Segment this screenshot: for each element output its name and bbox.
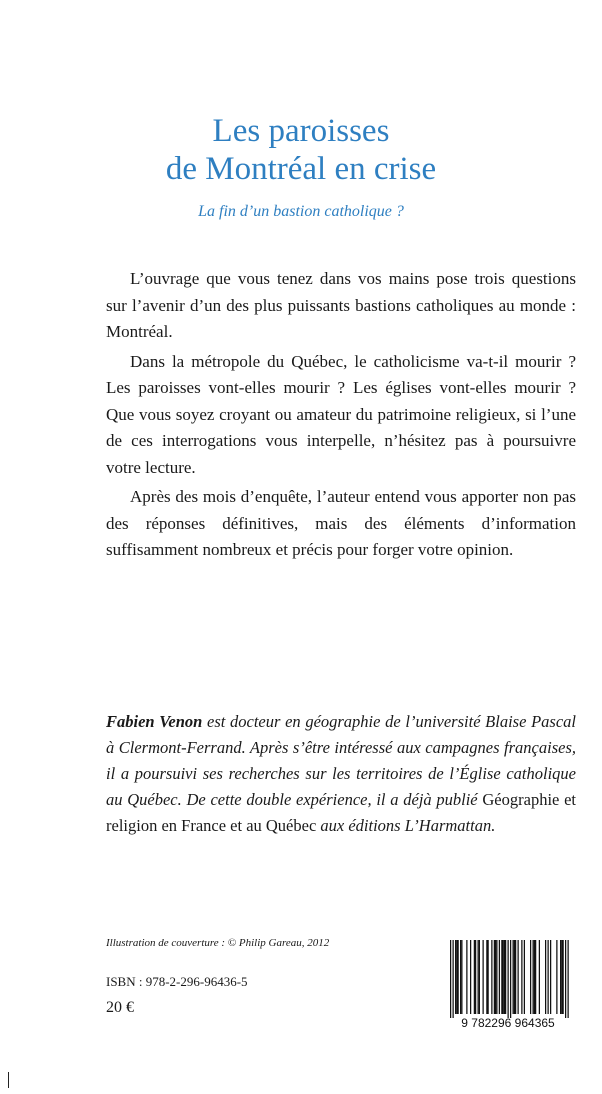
barcode-bar [508, 940, 509, 1018]
barcode-bar [494, 940, 495, 1014]
title-line-1: Les paroisses [212, 113, 390, 149]
barcode-bar [475, 940, 476, 1014]
barcode-bar [565, 940, 566, 1018]
barcode-bar [530, 940, 531, 1014]
barcode-bar [514, 940, 515, 1014]
barcode-bar [561, 940, 562, 1014]
barcode-bar [513, 940, 514, 1014]
barcode-bar [486, 940, 487, 1014]
barcode-bar [556, 940, 557, 1014]
barcode-bar [491, 940, 492, 1014]
barcode-bar [539, 940, 540, 1014]
barcode-bar [503, 940, 504, 1014]
barcode-bar [474, 940, 475, 1014]
title-line-2: de Montréal en crise [165, 151, 437, 187]
barcode-bar [495, 940, 496, 1014]
barcode-bar [460, 940, 461, 1014]
barcode-bar [521, 940, 522, 1014]
cover-credit: Illustration de couverture : © Philip Gareau, 2012 [106, 937, 330, 949]
barcode [440, 938, 576, 1030]
isbn: ISBN : 978-2-296-96436-5 [106, 974, 248, 989]
barcode-bar [479, 940, 480, 1014]
barcode-bar [560, 940, 561, 1014]
barcode-digits: 9 782296 964365 [461, 1016, 555, 1030]
barcode-bar [483, 940, 484, 1014]
page-edge-mark [8, 1072, 9, 1088]
barcode-bar [456, 940, 457, 1014]
barcode-bar [563, 940, 564, 1014]
blurb-paragraph-3: Après des mois d’enquête, l’auteur entend vous apporter non pas des réponses définitives, mais des éléments d’information suffisamment nombreux et précis pour forger votre opinion. [106, 487, 576, 559]
barcode-bar [455, 940, 456, 1014]
barcode-bar [453, 940, 454, 1018]
blurb-text [106, 266, 576, 567]
barcode-bar [488, 940, 489, 1014]
barcode-bar [545, 940, 546, 1014]
price: 20 € [106, 999, 134, 1016]
barcode-bar [470, 940, 471, 1014]
barcode-bar [450, 940, 451, 1018]
barcode-bar [504, 940, 505, 1014]
barcode-bar [548, 940, 549, 1014]
author-bio [106, 709, 576, 839]
barcode-bar [515, 940, 516, 1014]
book-subtitle: La fin d’un bastion catholique ? [198, 203, 404, 220]
barcode-bar [496, 940, 497, 1014]
blurb-paragraph-2: Dans la métropole du Québec, le catholicisme va-t-il mourir ? Les paroisses vont-elles mourir ? Les églises vont-elles mourir ? Que vous soyez croyant ou amateur du patrimoine religieux, si l’une de ces interrogations vous interpelle, n’hésitez pas à poursuivre votre lecture. [106, 351, 576, 477]
barcode-bar [535, 940, 536, 1014]
bio-text-1: est docteur en géographie de l’université Blaise Pascal à Clermont-Ferrand. Après s’être intéressé aux campagnes françaises, il a poursuivi ses recherches sur les territoires de l’Église catholique au Québec. De cette double expérience, il a déjà publié [106, 712, 576, 809]
barcode-bar [501, 940, 502, 1014]
barcode-bar [461, 940, 462, 1014]
book-title [0, 112, 602, 188]
barcode-bar [466, 940, 467, 1014]
barcode-graphic [440, 938, 576, 1030]
blurb-paragraph-1: L’ouvrage que vous tenez dans vos mains pose trois questions sur l’avenir d’un des plus puissants bastions catholiques au monde : Montréal. [106, 269, 576, 341]
barcode-bar [505, 940, 506, 1014]
barcode-bar [534, 940, 535, 1014]
barcode-bar [478, 940, 479, 1014]
barcode-bar [458, 940, 459, 1014]
barcode-bar [518, 940, 519, 1014]
barcode-bar [499, 940, 500, 1014]
barcode-bar [510, 940, 511, 1018]
bio-book-title: Géographie et religion en France et au Québec [106, 790, 577, 835]
author-name: Fabien Venon [106, 712, 203, 731]
barcode-bar [568, 940, 569, 1018]
barcode-bar [550, 940, 551, 1014]
bio-text-2: aux éditions L’Harmattan. [316, 816, 496, 835]
barcode-bar [524, 940, 525, 1014]
barcode-bar [533, 940, 534, 1014]
